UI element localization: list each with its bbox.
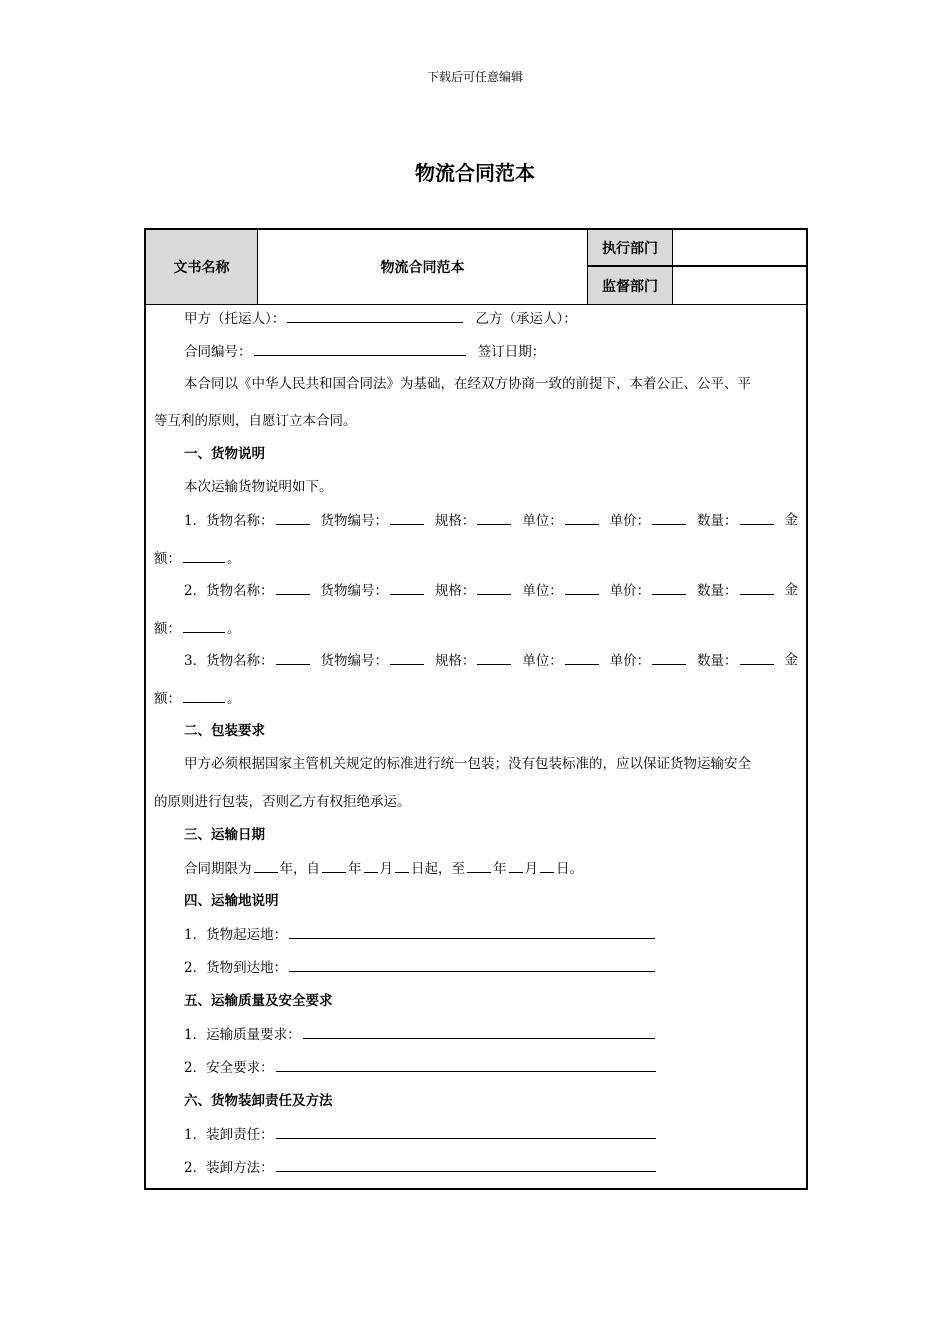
goods-amount-field[interactable] bbox=[183, 688, 225, 703]
party-a-label: 甲方（托运人）： bbox=[184, 311, 286, 327]
goods-field-segment bbox=[522, 580, 601, 601]
goods-field-segment bbox=[610, 580, 689, 601]
section-3-text: 合同期限为 年，自 年 月 日起，至 年 月 日。 bbox=[184, 858, 583, 879]
goods-field-input[interactable] bbox=[565, 650, 599, 665]
goods-field-segment bbox=[610, 510, 689, 531]
goods-field-label: 单位： bbox=[522, 513, 563, 529]
goods-field-segment bbox=[320, 580, 426, 601]
goods-field-segment bbox=[435, 650, 514, 671]
goods-field-input[interactable] bbox=[390, 650, 424, 665]
goods-amount-label-b: 额： bbox=[154, 691, 181, 707]
goods-amount-label-a: 金 bbox=[784, 582, 798, 598]
loading-method-field[interactable] bbox=[276, 1157, 656, 1172]
goods-field-input[interactable] bbox=[740, 650, 774, 665]
goods-field-label: 货物编号： bbox=[320, 583, 388, 599]
start-year-field[interactable] bbox=[322, 858, 346, 873]
goods-field-label: 规格： bbox=[434, 653, 476, 669]
safety-line: 2．安全要求： bbox=[184, 1057, 658, 1078]
goods-amount-end: 。 bbox=[227, 691, 241, 707]
goods-amount-label-b: 额： bbox=[154, 621, 181, 637]
goods-field-segment bbox=[697, 650, 776, 671]
goods-field-label: 3．货物名称： bbox=[184, 653, 274, 669]
section-3-title: 三、运输日期 bbox=[184, 827, 265, 843]
goods-field-segment bbox=[697, 580, 776, 601]
goods-amount-line bbox=[154, 618, 241, 639]
section-5-title: 五、运输质量及安全要求 bbox=[184, 993, 333, 1009]
loading-duty-line: 1．装卸责任： bbox=[184, 1124, 658, 1145]
goods-field-input[interactable] bbox=[740, 510, 774, 525]
loading-duty-field[interactable] bbox=[276, 1124, 656, 1139]
goods-field-input[interactable] bbox=[652, 580, 686, 595]
party-line bbox=[184, 308, 577, 329]
goods-field-input[interactable] bbox=[477, 580, 511, 595]
goods-field-label: 规格： bbox=[434, 513, 476, 529]
section-1-title: 一、货物说明 bbox=[184, 446, 265, 462]
goods-field-label: 数量： bbox=[697, 513, 738, 529]
goods-field-label: 单位： bbox=[522, 653, 563, 669]
goods-field-label: 单价： bbox=[609, 583, 651, 599]
goods-field-segment bbox=[184, 580, 312, 601]
goods-amount-field[interactable] bbox=[183, 548, 225, 563]
document-title: 物流合同范本 bbox=[415, 161, 535, 185]
contract-no-line bbox=[184, 341, 545, 362]
goods-field-label: 数量： bbox=[697, 583, 738, 599]
contract-no-label: 合同编号： bbox=[184, 344, 252, 360]
destination-line: 2．货物到达地： bbox=[184, 957, 657, 978]
goods-field-segment bbox=[610, 650, 689, 671]
goods-field-label: 货物编号： bbox=[320, 653, 388, 669]
goods-amount-end: 。 bbox=[227, 621, 241, 637]
origin-field[interactable] bbox=[289, 924, 655, 939]
end-year-field[interactable] bbox=[467, 858, 491, 873]
goods-field-input[interactable] bbox=[390, 510, 424, 525]
goods-field-input[interactable] bbox=[390, 580, 424, 595]
goods-field-segment bbox=[435, 510, 514, 531]
goods-field-label: 单位： bbox=[522, 583, 563, 599]
party-a-field[interactable] bbox=[287, 308, 463, 323]
goods-row bbox=[184, 580, 798, 601]
goods-amount-line bbox=[154, 688, 241, 709]
contract-frame bbox=[144, 228, 808, 1190]
quality-line: 1．运输质量要求： bbox=[184, 1024, 657, 1045]
doc-name-value: 物流合同范本 bbox=[258, 230, 588, 304]
quality-field[interactable] bbox=[303, 1024, 655, 1039]
safety-field[interactable] bbox=[276, 1057, 656, 1072]
section-1-text: 本次运输货物说明如下。 bbox=[184, 479, 333, 495]
goods-field-input[interactable] bbox=[276, 580, 310, 595]
origin-line: 1．货物起运地： bbox=[184, 924, 657, 945]
exec-dept-value[interactable] bbox=[673, 230, 806, 267]
doc-name-label: 文书名称 bbox=[146, 230, 258, 304]
goods-field-input[interactable] bbox=[565, 580, 599, 595]
goods-field-input[interactable] bbox=[477, 510, 511, 525]
sign-date-label: 签订日期： bbox=[477, 344, 546, 360]
goods-field-segment bbox=[320, 510, 426, 531]
goods-field-label: 单价： bbox=[609, 653, 651, 669]
goods-field-label: 数量： bbox=[697, 653, 738, 669]
section-4-title: 四、运输地说明 bbox=[184, 893, 279, 909]
party-b-label: 乙方（承运人）： bbox=[475, 311, 577, 327]
intro-line-2: 等互利的原则，自愿订立本合同。 bbox=[154, 413, 357, 429]
exec-dept-label: 执行部门 bbox=[588, 230, 673, 267]
loading-method-line: 2．装卸方法： bbox=[184, 1157, 658, 1178]
goods-field-label: 货物编号： bbox=[320, 513, 388, 529]
header-note: 下载后可任意编辑 bbox=[426, 70, 523, 84]
intro-line-1: 本合同以《中华人民共和国合同法》为基础，在经双方协商一致的前提下，本着公正、公平、平 bbox=[184, 376, 751, 392]
goods-field-segment bbox=[184, 650, 312, 671]
goods-field-label: 单价： bbox=[609, 513, 651, 529]
goods-field-input[interactable] bbox=[740, 580, 774, 595]
section-2-line-2: 的原则进行包装，否则乙方有权拒绝承运。 bbox=[154, 794, 411, 810]
goods-field-label: 1．货物名称： bbox=[184, 513, 274, 529]
goods-amount-field[interactable] bbox=[183, 618, 225, 633]
start-day-field[interactable] bbox=[395, 858, 409, 873]
goods-field-segment bbox=[320, 650, 426, 671]
goods-amount-label-b: 额： bbox=[154, 551, 181, 567]
header-table bbox=[146, 230, 806, 305]
section-2-line-1: 甲方必须根据国家主管机关规定的标准进行统一包装；没有包装标准的，应以保证货物运输安全 bbox=[184, 756, 751, 772]
goods-amount-label-a: 金 bbox=[784, 512, 798, 528]
goods-field-segment bbox=[522, 650, 601, 671]
destination-field[interactable] bbox=[289, 957, 655, 972]
goods-field-segment bbox=[522, 510, 601, 531]
goods-field-segment bbox=[184, 510, 312, 531]
goods-field-input[interactable] bbox=[477, 650, 511, 665]
end-day-field[interactable] bbox=[540, 858, 554, 873]
goods-field-input[interactable] bbox=[652, 510, 686, 525]
sup-dept-label: 监督部门 bbox=[588, 267, 673, 304]
goods-field-input[interactable] bbox=[276, 650, 310, 665]
goods-field-input[interactable] bbox=[652, 650, 686, 665]
term-years-field[interactable] bbox=[254, 858, 278, 873]
goods-amount-label-a: 金 bbox=[784, 652, 798, 668]
sup-dept-value[interactable] bbox=[673, 267, 806, 304]
goods-field-input[interactable] bbox=[565, 510, 599, 525]
goods-amount-line bbox=[154, 548, 241, 569]
start-month-field[interactable] bbox=[364, 858, 378, 873]
contract-no-field[interactable] bbox=[254, 341, 466, 356]
end-month-field[interactable] bbox=[509, 858, 523, 873]
section-2-title: 二、包装要求 bbox=[184, 723, 265, 739]
goods-row bbox=[184, 510, 798, 531]
goods-field-segment bbox=[435, 580, 514, 601]
goods-field-label: 规格： bbox=[434, 583, 476, 599]
goods-field-input[interactable] bbox=[276, 510, 310, 525]
goods-amount-end: 。 bbox=[227, 551, 241, 567]
section-6-title: 六、货物装卸责任及方法 bbox=[184, 1093, 333, 1109]
goods-field-label: 2．货物名称： bbox=[184, 583, 274, 599]
goods-field-segment bbox=[697, 510, 776, 531]
goods-row bbox=[184, 650, 798, 671]
